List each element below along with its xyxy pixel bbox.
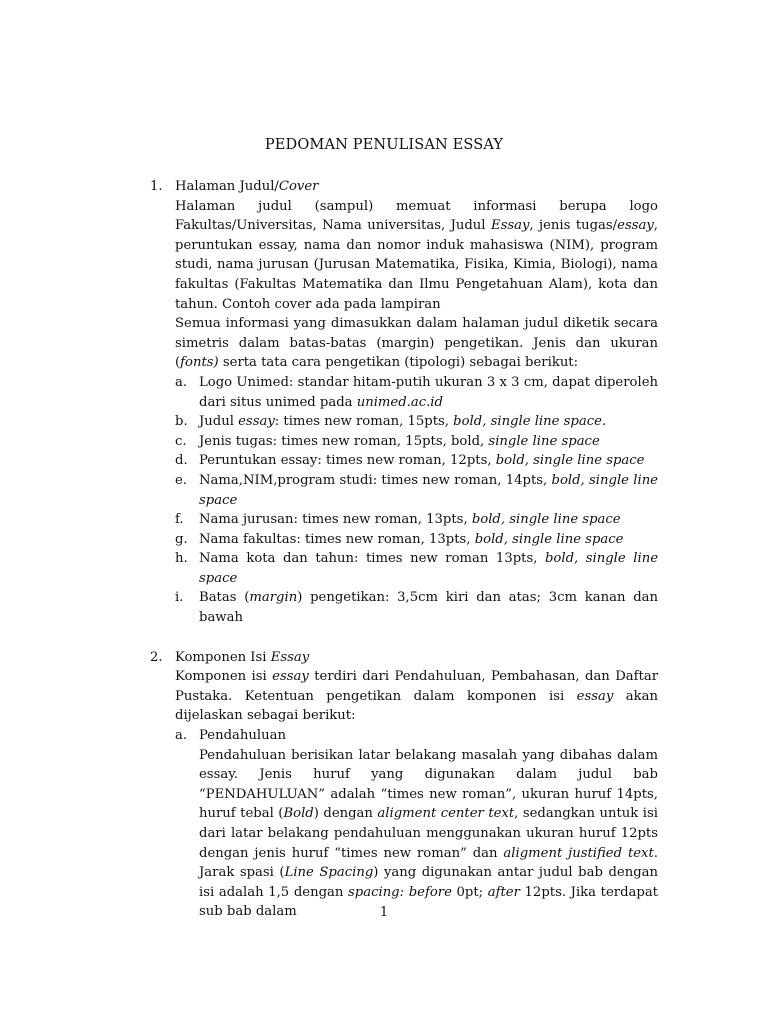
section-heading: Komponen Isi Essay <box>175 649 310 665</box>
list-item: g. Nama fakultas: times new roman, 13pts, bold, single line space <box>175 531 624 547</box>
page-number: 1 <box>379 905 389 920</box>
list-item: d. Peruntukan essay: times new roman, 12pts, bold, single line space <box>175 453 645 469</box>
list-item: f. Nama jurusan: times new roman, 13pts, bold, single line space <box>175 512 621 528</box>
document-body <box>150 177 658 922</box>
section-number: 1. <box>150 179 163 194</box>
list-item: b. Judul essay: times new roman, 15pts, bold, single line space. <box>175 414 607 430</box>
list-item: i. Batas (margin) pengetikan: 3,5cm kiri dan atas; 3cm kanan dan bawah <box>175 590 658 626</box>
paragraph: Halaman judul (sampul) memuat informasi berupa logo Fakultas/Universitas, Nama universitas, Judul Essay, jenis tugas/essay, peruntukan essay, nama dan nomor induk mahasiswa (NIM), program studi, nama jurusan (Jurusan Matematika, Fisika, Kimia, Biologi), nama fakultas (Fakultas Matematika dan Ilmu Pengetahuan Alam), kota dan tahun. Contoh cover ada pada lampiran <box>175 198 658 312</box>
list-item: c. Jenis tugas: times new roman, 15pts, bold, single line space <box>175 433 600 449</box>
section-2 <box>150 648 658 922</box>
page-title: PEDOMAN PENULISAN ESSAY <box>264 136 504 153</box>
spacer <box>150 628 658 648</box>
paragraph: Komponen isi essay terdiri dari Pendahuluan, Pembahasan, dan Daftar Pustaka. Ketentuan pengetikan dalam komponen isi essay akan dijelaskan sebagai berikut: <box>175 669 658 724</box>
paragraph: Semua informasi yang dimasukkan dalam halaman judul diketik secara simetris dalam batas-batas (margin) pengetikan. Jenis dan ukuran (fonts) serta tata cara pengetikan (tipologi) sebagai berikut: <box>175 316 658 371</box>
section-heading: Halaman Judul/Cover <box>175 179 319 194</box>
subsection-pendahuluan: a. Pendahuluan Pendahuluan berisikan latar belakang masalah yang dibahas dalam essay. Jenis huruf yang digunakan dalam judul bab “PENDAHULUAN” adalah “times new roman”, ukuran huruf 14pts, huruf tebal (Bold) dengan aligment center text, sedangkan untuk isi dari latar belakang pendahuluan menggunakan ukuran huruf 12pts dengan jenis huruf “times new roman” dan aligment justified text. Jarak spasi (Line Spacing) yang digunakan antar judul bab dengan isi adalah 1,5 dengan spacing: before 0pt; after 12pts. Jika terdapat sub bab dalam <box>175 726 658 922</box>
paragraph: Pendahuluan berisikan latar belakang masalah yang dibahas dalam essay. Jenis huruf yang digunakan dalam judul bab “PENDAHULUAN” adalah “times new roman”, ukuran huruf 14pts, huruf tebal (Bold) dengan aligment center text, sedangkan untuk isi dari latar belakang pendahuluan menggunakan ukuran huruf 12pts dengan jenis huruf “times new roman” dan aligment justified text. Jarak spasi (Line Spacing) yang digunakan antar judul bab dengan isi adalah 1,5 dengan spacing: before 0pt; after 12pts. Jika terdapat sub bab dalam <box>199 747 658 920</box>
section-1 <box>150 177 658 628</box>
subsection-heading: Pendahuluan <box>199 728 286 744</box>
list-item: a. Logo Unimed: standar hitam-putih ukuran 3 x 3 cm, dapat diperoleh dari situs unimed pada unimed.ac.id <box>175 374 658 410</box>
section-number: 2. <box>150 649 163 665</box>
list-item: h. Nama kota dan tahun: times new roman 13pts, bold, single line space <box>175 551 658 586</box>
list-item: e. Nama,NIM,program studi: times new roman, 14pts, bold, single line space <box>175 472 658 508</box>
